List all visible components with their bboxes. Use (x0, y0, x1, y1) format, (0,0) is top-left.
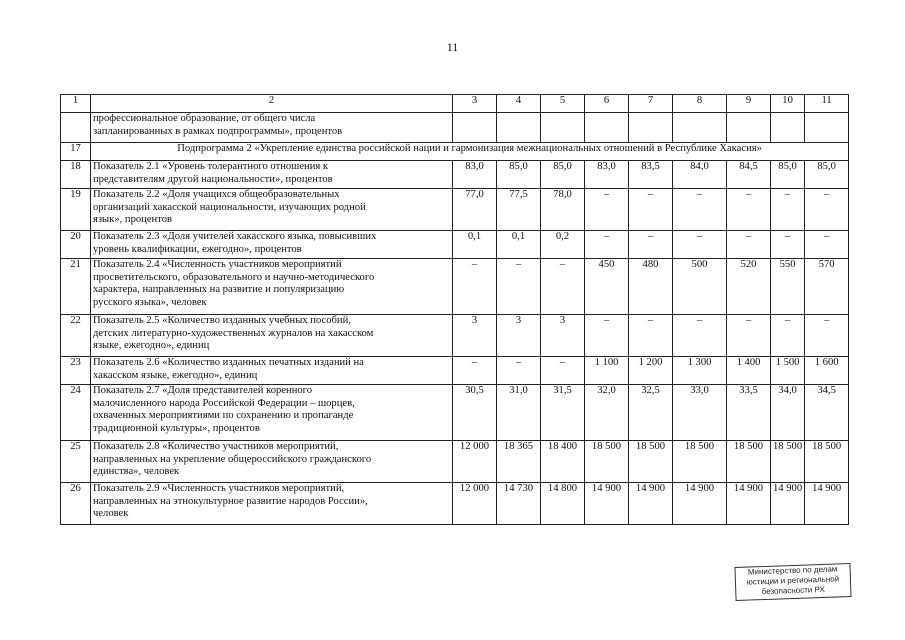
description-line: Показатель 2.8 «Количество участников мероприятий, (93, 441, 339, 452)
value-cell: – (771, 315, 805, 357)
indicators-table (60, 94, 849, 525)
header-cell: 8 (673, 95, 727, 113)
ministry-stamp (734, 563, 851, 601)
page-number: 11 (446, 40, 459, 54)
value-cell (497, 113, 541, 143)
description-line: человек (93, 508, 129, 520)
table-row (61, 441, 849, 483)
row-number-cell: 23 (61, 357, 91, 385)
continuation-row (61, 113, 849, 143)
value-cell: 550 (771, 259, 805, 315)
value-cell (673, 113, 727, 143)
value-cell: 3 (497, 315, 541, 357)
value-cell: 83,0 (453, 161, 497, 189)
value-cell: 14 900 (629, 483, 673, 525)
value-cell: 18 500 (771, 441, 805, 483)
value-cell: 18 500 (673, 441, 727, 483)
header-row (61, 95, 849, 113)
header-cell: 4 (497, 95, 541, 113)
value-cell: – (541, 259, 585, 315)
value-cell: 33,5 (727, 385, 771, 441)
value-cell: 12 000 (453, 441, 497, 483)
value-cell (541, 113, 585, 143)
value-cell: – (629, 315, 673, 357)
value-cell: 0,2 (541, 231, 585, 259)
value-cell: 84,0 (673, 161, 727, 189)
value-cell: 30,5 (453, 385, 497, 441)
description-cell (91, 385, 453, 441)
value-cell: 18 500 (585, 441, 629, 483)
description-line: детских литературно-художественных журналов на хакасском (93, 327, 374, 339)
description-line: профессиональное образование, от общего числа (93, 113, 316, 124)
description-line: Показатель 2.1 «Уровень толерантного отношения к (93, 161, 329, 172)
row-number-cell: 24 (61, 385, 91, 441)
value-cell: 520 (727, 259, 771, 315)
value-cell: – (805, 231, 849, 259)
description-line: языке, ежегодно», единиц (93, 340, 210, 352)
description-line: Показатель 2.3 «Доля учителей хакасского языка, повысивших (93, 231, 377, 242)
header-cell: 3 (453, 95, 497, 113)
row-number-cell: 17 (61, 143, 91, 161)
value-cell: – (585, 315, 629, 357)
value-cell (805, 113, 849, 143)
description-line: организаций хакасской национальности, изучающих родной (93, 201, 366, 213)
value-cell: – (497, 259, 541, 315)
table-row (61, 315, 849, 357)
description-cell (91, 231, 453, 259)
header-cell: 5 (541, 95, 585, 113)
header-cell: 10 (771, 95, 805, 113)
value-cell: 1 600 (805, 357, 849, 385)
value-cell: – (771, 231, 805, 259)
description-line: язык», процентов (93, 214, 173, 226)
value-cell: – (629, 189, 673, 231)
value-cell: 3 (541, 315, 585, 357)
value-cell: 77,0 (453, 189, 497, 231)
value-cell: 31,5 (541, 385, 585, 441)
value-cell: – (805, 189, 849, 231)
value-cell: 1 300 (673, 357, 727, 385)
value-cell: 85,0 (771, 161, 805, 189)
stamp-line: юстиции и региональной (746, 574, 840, 587)
value-cell: – (727, 189, 771, 231)
header-cell: 1 (61, 95, 91, 113)
value-cell: 85,0 (497, 161, 541, 189)
value-cell: 18 400 (541, 441, 585, 483)
value-cell: – (541, 357, 585, 385)
value-cell: 18 500 (727, 441, 771, 483)
description-cell (91, 189, 453, 231)
value-cell: 18 500 (805, 441, 849, 483)
description-line: Показатель 2.5 «Количество изданных учебных пособий, (93, 315, 351, 326)
value-cell: 85,0 (541, 161, 585, 189)
value-cell: – (771, 189, 805, 231)
description-line: уровень квалификации, ежегодно», процентов (93, 243, 302, 255)
description-line: Показатель 2.2 «Доля учащихся общеобразовательных (93, 189, 340, 200)
header-cell: 9 (727, 95, 771, 113)
subprogram-title: Подпрограмма 2 «Укрепление единства российской нации и гармонизация межнациональных отношений в Республике Хакасия» (91, 143, 849, 161)
value-cell (727, 113, 771, 143)
value-cell: 34,5 (805, 385, 849, 441)
description-line: традиционной культуры», процентов (93, 422, 260, 434)
value-cell: 14 800 (541, 483, 585, 525)
row-number-cell: 21 (61, 259, 91, 315)
header-cell: 6 (585, 95, 629, 113)
row-number-cell: 25 (61, 441, 91, 483)
description-cell (91, 441, 453, 483)
value-cell: 14 900 (673, 483, 727, 525)
table-row (61, 189, 849, 231)
value-cell (629, 113, 673, 143)
description-line: Показатель 2.4 «Численность участников мероприятий (93, 259, 342, 270)
value-cell: – (673, 189, 727, 231)
header-cell: 2 (91, 95, 453, 113)
value-cell (771, 113, 805, 143)
table-row (61, 385, 849, 441)
row-number-cell: 26 (61, 483, 91, 525)
value-cell: 1 200 (629, 357, 673, 385)
value-cell: 500 (673, 259, 727, 315)
description-line: охваченных мероприятиями по сохранению и пропаганде (93, 410, 354, 422)
value-cell: – (585, 189, 629, 231)
subprogram-row (61, 143, 849, 161)
description-cell (91, 357, 453, 385)
value-cell: 18 500 (629, 441, 673, 483)
value-cell: 570 (805, 259, 849, 315)
value-cell: 1 400 (727, 357, 771, 385)
value-cell: – (805, 315, 849, 357)
row-number-cell (61, 113, 91, 143)
row-number-cell: 22 (61, 315, 91, 357)
value-cell: 0,1 (497, 231, 541, 259)
value-cell: 31,0 (497, 385, 541, 441)
value-cell: 14 900 (771, 483, 805, 525)
description-line: Показатель 2.9 «Численность участников мероприятий, (93, 483, 345, 494)
value-cell: 14 900 (805, 483, 849, 525)
value-cell: 78,0 (541, 189, 585, 231)
description-cell (91, 315, 453, 357)
value-cell (585, 113, 629, 143)
value-cell: 77,5 (497, 189, 541, 231)
value-cell: 83,5 (629, 161, 673, 189)
value-cell: 33,0 (673, 385, 727, 441)
value-cell (453, 113, 497, 143)
description-cell (91, 483, 453, 525)
description-line: запланированных в рамках подпрограммы», процентов (93, 125, 343, 137)
description-line: русского языка», человек (93, 296, 207, 308)
value-cell: 14 900 (727, 483, 771, 525)
stamp-line: безопасности РХ (761, 584, 825, 597)
value-cell: – (497, 357, 541, 385)
table-row (61, 357, 849, 385)
value-cell: – (453, 357, 497, 385)
table-row (61, 483, 849, 525)
value-cell: 14 730 (497, 483, 541, 525)
value-cell: 34,0 (771, 385, 805, 441)
description-cell (91, 259, 453, 315)
value-cell: – (673, 315, 727, 357)
value-cell: 450 (585, 259, 629, 315)
description-line: единства», человек (93, 466, 180, 478)
row-number-cell: 19 (61, 189, 91, 231)
value-cell: 0,1 (453, 231, 497, 259)
table-row (61, 231, 849, 259)
value-cell: – (727, 231, 771, 259)
value-cell: 83,0 (585, 161, 629, 189)
value-cell: 480 (629, 259, 673, 315)
row-number-cell: 18 (61, 161, 91, 189)
description-line: Показатель 2.7 «Доля представителей коренного (93, 385, 313, 396)
row-number-cell: 20 (61, 231, 91, 259)
table-row (61, 259, 849, 315)
value-cell: 18 365 (497, 441, 541, 483)
value-cell: – (727, 315, 771, 357)
description-line: малочисленного народа Российской Федерации – шорцев, (93, 397, 355, 409)
value-cell: 12 000 (453, 483, 497, 525)
value-cell: – (453, 259, 497, 315)
value-cell: – (629, 231, 673, 259)
value-cell: 85,0 (805, 161, 849, 189)
description-line: Показатель 2.6 «Количество изданных печатных изданий на (93, 357, 364, 368)
header-cell: 11 (805, 95, 849, 113)
value-cell: 1 100 (585, 357, 629, 385)
description-line: направленных на этнокультурное развитие народов России», (93, 495, 368, 507)
value-cell: 14 900 (585, 483, 629, 525)
value-cell: 3 (453, 315, 497, 357)
description-cell (91, 113, 453, 143)
description-line: представителям другой национальности», процентов (93, 173, 333, 185)
description-line: просветительского, образовательного и научно-методического (93, 271, 375, 283)
value-cell: 32,0 (585, 385, 629, 441)
description-line: хакасском языке, ежегодно», единиц (93, 369, 258, 381)
description-cell (91, 161, 453, 189)
value-cell: 32,5 (629, 385, 673, 441)
table-row (61, 161, 849, 189)
stamp-line: Министерство по делам (747, 564, 838, 577)
value-cell: – (585, 231, 629, 259)
value-cell: 1 500 (771, 357, 805, 385)
value-cell: – (673, 231, 727, 259)
value-cell: 84,5 (727, 161, 771, 189)
description-line: направленных на укрепление общероссийского гражданского (93, 453, 372, 465)
description-line: характера, направленных на развитие и популяризацию (93, 284, 345, 296)
header-cell: 7 (629, 95, 673, 113)
